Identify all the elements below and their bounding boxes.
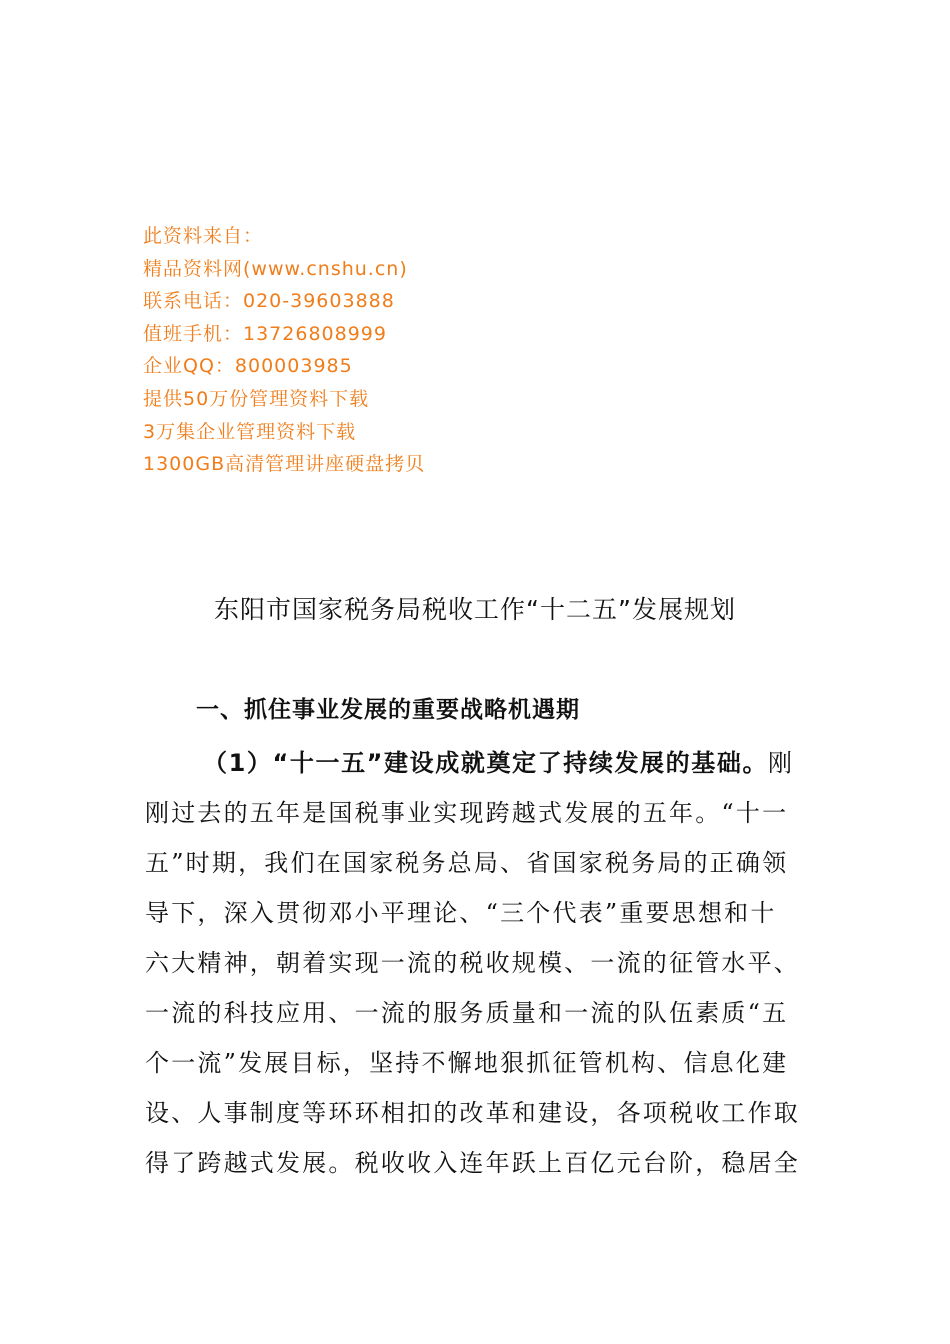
- source-notice: [143, 220, 563, 481]
- source-notice-line: 值班手机：13726808999: [143, 322, 387, 345]
- paragraph-line: 一流的科技应用、一流的服务质量和一流的队伍素质“五: [145, 999, 789, 1027]
- source-notice-line: 联系电话：020-39603888: [143, 290, 395, 313]
- source-notice-line: 精品资料网(www.cnshu.cn): [143, 257, 408, 280]
- paragraph-line: 五”时期，我们在国家税务总局、省国家税务局的正确领: [145, 849, 789, 877]
- paragraph-line: 六大精神，朝着实现一流的税收规模、一流的征管水平、: [145, 949, 800, 977]
- paragraph-line: 设、人事制度等环环相扣的改革和建设，各项税收工作取: [145, 1099, 800, 1127]
- section-heading: 一、抓住事业发展的重要战略机遇期: [196, 697, 580, 723]
- source-notice-line: 提供50万份管理资料下载: [143, 387, 370, 410]
- source-notice-line: 3万集企业管理资料下载: [143, 420, 357, 443]
- paragraph-line: 导下，深入贯彻邓小平理论、“三个代表”重要思想和十: [145, 899, 777, 927]
- paragraph-line: 刚过去的五年是国税事业实现跨越式发展的五年。“十一: [145, 799, 789, 827]
- source-notice-line: 企业QQ：800003985: [143, 355, 353, 378]
- paragraph-line: 得了跨越式发展。税收收入连年跃上百亿元台阶，稳居全: [145, 1149, 800, 1177]
- document-title: 东阳市国家税务局税收工作“十二五”发展规划: [214, 595, 736, 624]
- paragraph-line: 个一流”发展目标，坚持不懈地狠抓征管机构、信息化建: [145, 1049, 789, 1077]
- source-notice-line: 1300GB高清管理讲座硬盘拷贝: [143, 453, 426, 476]
- source-notice-line: 此资料来自：: [143, 225, 264, 247]
- body-paragraph: [145, 738, 805, 1188]
- paragraph-bold-lead: （1）“十一五”建设成就奠定了持续发展的基础。: [203, 749, 769, 777]
- paragraph-line: [145, 738, 805, 788]
- paragraph-line-rest: 刚: [768, 749, 795, 777]
